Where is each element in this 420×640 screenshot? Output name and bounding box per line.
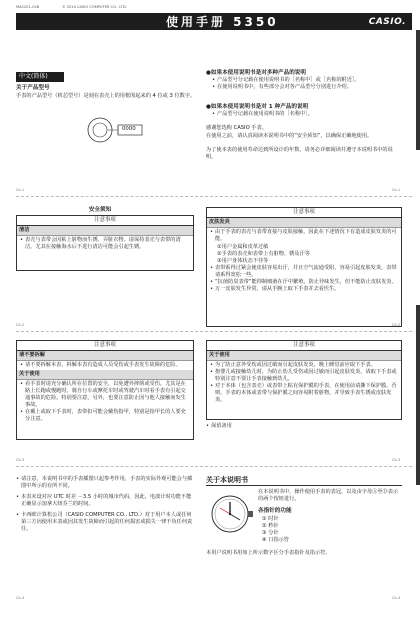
language-label: 中文(简体)	[16, 72, 64, 82]
notes-list	[16, 476, 196, 533]
page-number: Ck-1	[16, 188, 25, 192]
caution-box-title: 注意事项	[207, 208, 401, 218]
about-manual-title: 关于本说明书	[206, 476, 402, 486]
list-item: • 保留备用	[206, 423, 232, 430]
skin-list-2	[207, 265, 401, 293]
doc-code: MA2201-CkB	[16, 5, 40, 9]
caution-box-title: 注意事项	[17, 216, 193, 226]
title-bar	[16, 13, 412, 30]
copyright: © 2014 CASIO COMPUTER CO., LTD.	[62, 5, 127, 9]
caution-box-heading: 皮肤发炎	[207, 218, 401, 228]
list-item: • 为了防止意外受伤或因过敏而引起皮肤发炎，晚上睡觉前应取下手表。	[210, 362, 398, 369]
page-number: Ck-4	[392, 596, 401, 600]
caution-box-heading: 请不要拆解	[17, 351, 193, 361]
caution-box-title: 注意事项	[207, 341, 401, 351]
watch-face-illustration	[208, 490, 256, 538]
single-product-list	[212, 111, 402, 118]
caution-box-title: 注意事项	[17, 341, 193, 351]
model-heading: 关于产品型号	[16, 85, 50, 91]
caution-box-skin	[206, 207, 402, 327]
list-item: • 请不要拆解本表。拆解本表有造成人员受伤或手表发生故障的危险。	[20, 362, 190, 369]
list-item: ②手表的表壳和表带上有脏物、锈及汗等	[217, 251, 310, 258]
page-number: Ck-4	[16, 596, 25, 600]
list-item: • 表带系得过紧会使皮肤容易出汗，并且空气流通受阻，容易引起皮肤发炎。表带请系得宽松一些。	[210, 265, 398, 279]
list-item: • 产品型号分记载在使用说明书的［名称中］或［名称的附近］。	[212, 77, 402, 84]
hands-title: 各指针的功能	[258, 508, 292, 514]
keep-note	[206, 423, 232, 430]
doc-title: 使用手册 5350	[166, 15, 279, 29]
model-text: 手表的产品型号（机芯型号）是刻在表壳上的用框围起来的 4 位或 3 位数字。	[16, 93, 196, 99]
list-item: • 看手表时请充分确认所在位置的安全，以免遭外摔倒或受伤。尤其是在路上长跑或慢跑时、骑自行车或摩托车时或驾驶汽车时看手表有引起交通事故的危险。特别要注意，另外，也要注意防止因与他人接触而发生事故。	[20, 381, 190, 409]
intro-para-3: 为了使本表的使用寿命达到所设计的年数，请务必详细阅读并遵守本说明书中的说明。	[206, 147, 393, 161]
hands-list	[262, 516, 289, 544]
list-item: • 抱婴儿或接触幼儿时，为防止幼儿受伤或因过敏而引起皮肤发炎，请取下手表或特别注意不要让手表接触到幼儿。	[210, 369, 398, 383]
list-item: ①用户金属和皮革过敏	[217, 244, 269, 251]
about-manual-text: 在本说明书中，操作使用手表的表冠，以及由字母Ⓐ至Ⓓ表示的两个按钮进行。	[258, 489, 399, 503]
usage-list	[17, 380, 193, 424]
skin-subitems	[207, 244, 401, 265]
cleaning-list	[17, 236, 193, 252]
casio-logo: CASIO.	[368, 17, 406, 27]
single-product-heading: ●如果本使用说明书是对 1 种产品的说明	[206, 104, 309, 110]
watch-model-number: 0000	[122, 126, 136, 132]
bottom-note: 本用户说明书用如上所示数字区分手表指针及指示符。	[206, 550, 331, 556]
usage-right-list	[207, 361, 401, 405]
safety-title: 安全须知	[88, 207, 112, 213]
list-item: • 万一皮肤发生异常，请从手腕上取下手表并去看医生。	[210, 286, 398, 293]
page-number: Ck-2	[16, 323, 25, 327]
page-edge-tab	[416, 30, 420, 150]
caution-box-heading: 关于使用	[17, 370, 193, 380]
page-number: Ck-2	[392, 323, 401, 327]
disassembly-list	[17, 361, 193, 370]
skin-list	[207, 228, 401, 244]
list-item: • 对于本体（包含表壳）或表带上粘有保护膜的手表，在使用前请撕下保护膜。否则，手表的本体或表带与保护膜之间容易附着脏物，并导致手表生锈或皮肤发炎。	[210, 383, 398, 404]
list-item: • 由于手表的表壳与表带直接与皮肤接触，因此在下述情况下有造成皮肤发炎的可能。	[210, 229, 398, 243]
list-item: ③用户身体状态不佳等	[217, 258, 269, 265]
caution-box-cleaning	[16, 215, 194, 271]
multi-product-list	[212, 77, 402, 91]
hand-minute: ③ 分针	[262, 530, 279, 537]
watch-back-illustration	[82, 110, 152, 152]
page-number: Ck-1	[392, 188, 401, 192]
caution-box-usage-left	[16, 340, 194, 440]
page-divider	[16, 466, 412, 467]
multi-product-heading: ●如果本使用说明书是对多种产品的说明	[206, 70, 306, 76]
list-item: • 在使用说明书中，有些部分会对各产品型号分别进行介绍。	[212, 84, 402, 91]
page-number: Ck-3	[16, 458, 25, 462]
list-item: • 在戴上或取下手表时，表带扣可能会戴伤指甲，特别是指甲长的人要充分注意。	[20, 409, 190, 423]
caution-box-usage-right	[206, 340, 402, 420]
list-item: • “抗菌防臭表带”能抑制细菌在汗中繁殖，防止异味发生，但不能防止皮肤发炎。	[210, 279, 398, 286]
list-item: • 请注意，本说明书中的手表插图只起参考作用，手表的实际外观可能会与插图中所示的有所不同。	[16, 476, 196, 490]
list-item: • 本表未设对应 UTC 时差 －3.5 小时的城市代码，因此，电波计时功能不能正确显示加拿大纽芬兰的时间。	[16, 494, 196, 508]
list-item: • 表壳与表带会因粘上脏物而生锈、弄脏衣物。请保持表壳与表带的清洁。尤其在接触海水后不进行清洁可能会引起生锈。	[20, 237, 190, 251]
hand-hour: ① 时针	[262, 516, 279, 522]
list-item: • 卡西欧计算机公司（CASIO COMPUTER CO., LTD.）对于用户本人或任何第三方因使用本表或因其发生故障而引起的任何损害或损失一律不负任何责任。	[16, 512, 196, 533]
hand-day-indicator: ④ 日指示符	[262, 537, 290, 544]
page-divider	[16, 331, 412, 332]
hand-second: ② 秒针	[262, 523, 279, 530]
page-divider	[16, 196, 412, 197]
intro-thanks: 感谢您选购 CASIO 手表。	[206, 125, 267, 131]
page-number: Ck-3	[392, 458, 401, 462]
caution-box-heading: 关于使用	[207, 351, 401, 361]
intro-para-2: 在使用之前，请认真阅读本说明书中的“安全须知”，以确保正确地使用。	[206, 133, 373, 139]
list-item: • 产品型号记载在使用说明书的［名称中］。	[212, 111, 402, 118]
page-edge-tab	[416, 305, 420, 485]
caution-box-heading: 清洁	[17, 226, 193, 236]
